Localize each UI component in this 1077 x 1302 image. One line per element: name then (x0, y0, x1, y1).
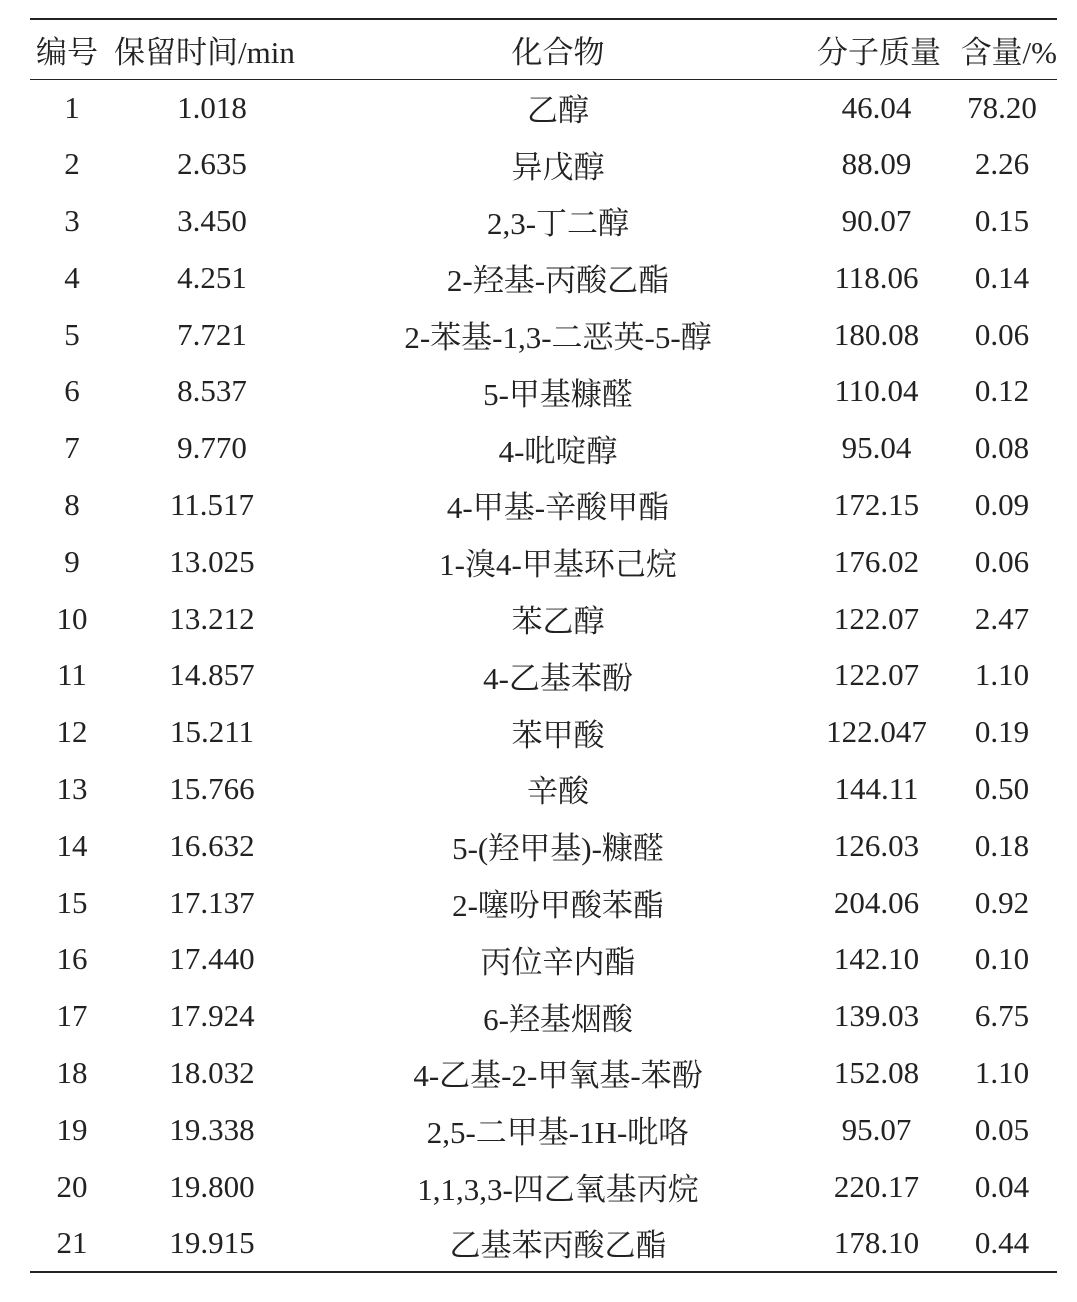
header-number: 编号 (30, 19, 114, 79)
cell-content: 0.12 (974, 373, 1030, 409)
cell-molecular-weight: 90.07 (841, 202, 912, 238)
cell-molecular-weight: 122.07 (833, 600, 920, 636)
cell-content: 0.18 (974, 827, 1030, 863)
cell-compound-name: 4-乙基苯酚 (483, 660, 633, 696)
cell-content: 1.10 (974, 657, 1030, 693)
cell-number: 14 (56, 827, 88, 863)
cell-compound-name: 5-甲基糠醛 (483, 376, 633, 412)
cell-content: 0.06 (974, 543, 1030, 579)
table-row (30, 420, 1057, 477)
cell-number: 15 (56, 884, 88, 920)
cell-molecular-weight: 144.11 (834, 770, 919, 806)
cell-content: 2.47 (974, 600, 1030, 636)
cell-molecular-weight: 110.04 (834, 373, 919, 409)
cell-content: 0.06 (974, 316, 1030, 352)
cell-retention-time: 19.338 (169, 1111, 255, 1147)
cell-number: 1 (64, 89, 80, 125)
header-retention-time: 保留时间/min (114, 19, 310, 79)
table-row (30, 761, 1057, 818)
table-row (30, 647, 1057, 704)
cell-compound-name: 2-苯基-1,3-二恶英-5-醇 (404, 320, 712, 356)
cell-number: 18 (56, 1054, 88, 1090)
cell-number: 21 (30, 1215, 114, 1272)
cell-number: 7 (64, 430, 80, 466)
cell-compound-name: 4-吡啶醇 (498, 433, 618, 469)
cell-retention-time: 8.537 (177, 373, 247, 409)
cell-compound-name: 4-甲基-辛酸甲酯 (446, 490, 670, 526)
cell-number: 16 (56, 941, 88, 977)
cell-retention-time: 15.211 (169, 714, 255, 750)
cell-content: 0.15 (974, 202, 1030, 238)
table-body (30, 79, 1057, 1272)
cell-molecular-weight: 172.15 (833, 486, 920, 522)
table-row (30, 817, 1057, 874)
cell-content: 0.44 (947, 1215, 1057, 1272)
cell-content: 6.75 (974, 998, 1030, 1034)
cell-molecular-weight: 139.03 (833, 998, 920, 1034)
cell-compound-name: 2,5-二甲基-1H-吡咯 (426, 1115, 690, 1151)
cell-molecular-weight: 118.06 (834, 259, 919, 295)
table-row (30, 931, 1057, 988)
cell-compound-name: 6-羟基烟酸 (483, 1001, 633, 1037)
cell-molecular-weight: 176.02 (833, 543, 920, 579)
cell-molecular-weight: 126.03 (833, 827, 920, 863)
cell-content: 0.04 (974, 1168, 1030, 1204)
cell-compound-name: 5-(羟甲基)-糠醛 (452, 831, 664, 867)
cell-number: 17 (56, 998, 88, 1034)
cell-molecular-weight: 178.10 (806, 1215, 947, 1272)
table-row (30, 1045, 1057, 1102)
cell-content: 0.50 (974, 770, 1030, 806)
cell-number: 13 (56, 770, 88, 806)
cell-number: 2 (64, 146, 80, 182)
table-header-row (30, 19, 1057, 79)
cell-retention-time: 17.924 (169, 998, 255, 1034)
cell-molecular-weight: 122.07 (833, 657, 920, 693)
cell-number: 11 (57, 657, 87, 693)
header-content: 含量/% (947, 19, 1057, 79)
cell-number: 6 (64, 373, 80, 409)
table-row (30, 704, 1057, 761)
cell-retention-time: 3.450 (177, 202, 247, 238)
table-row (30, 874, 1057, 931)
table-row (30, 533, 1057, 590)
cell-retention-time: 13.212 (169, 600, 255, 636)
compound-table (30, 18, 1057, 1273)
cell-content: 0.92 (974, 884, 1030, 920)
cell-compound-name: 乙醇 (527, 93, 589, 129)
header-compound: 化合物 (310, 19, 806, 79)
cell-number: 20 (56, 1168, 88, 1204)
cell-retention-time: 14.857 (169, 657, 255, 693)
cell-number: 5 (64, 316, 80, 352)
cell-content: 0.14 (974, 259, 1030, 295)
cell-content: 0.19 (974, 714, 1030, 750)
cell-retention-time: 18.032 (169, 1054, 255, 1090)
cell-number: 8 (64, 486, 80, 522)
cell-molecular-weight: 152.08 (833, 1054, 920, 1090)
cell-retention-time: 15.766 (169, 770, 255, 806)
cell-number: 4 (64, 259, 80, 295)
table-row (30, 1215, 1057, 1272)
header-molecular-weight: 分子质量 (806, 19, 947, 79)
cell-compound-name: 4-乙基-2-甲氧基-苯酚 (413, 1058, 703, 1094)
cell-molecular-weight: 220.17 (833, 1168, 920, 1204)
cell-retention-time: 19.800 (169, 1168, 255, 1204)
table-row (30, 988, 1057, 1045)
cell-content: 0.09 (974, 486, 1030, 522)
cropped-caption-area (30, 0, 1045, 18)
cell-retention-time: 17.137 (169, 884, 255, 920)
cell-compound-name: 2-羟基-丙酸乙酯 (446, 263, 670, 299)
cell-content: 2.26 (974, 146, 1030, 182)
cell-content: 0.08 (974, 430, 1030, 466)
table-row (30, 249, 1057, 306)
cell-molecular-weight: 204.06 (833, 884, 920, 920)
cell-content: 0.10 (974, 941, 1030, 977)
cell-retention-time: 16.632 (169, 827, 255, 863)
cell-retention-time: 2.635 (177, 146, 247, 182)
cell-retention-time: 4.251 (177, 259, 247, 295)
cell-retention-time: 11.517 (169, 486, 255, 522)
cell-retention-time: 19.915 (114, 1215, 310, 1272)
cell-compound-name: 丙位辛内酯 (480, 944, 636, 980)
cell-retention-time: 9.770 (177, 430, 247, 466)
table-row (30, 79, 1057, 136)
table-row (30, 306, 1057, 363)
cell-compound-name: 2,3-丁二醇 (486, 206, 630, 242)
table-row (30, 477, 1057, 534)
cell-compound-name: 苯甲酸 (511, 717, 605, 753)
cell-retention-time: 7.721 (177, 316, 247, 352)
cell-compound-name: 2-噻吩甲酸苯酯 (452, 888, 664, 924)
cell-number: 10 (56, 600, 88, 636)
cell-number: 12 (56, 714, 88, 750)
cell-number: 19 (56, 1111, 88, 1147)
cell-number: 3 (64, 202, 80, 238)
table-row (30, 363, 1057, 420)
cell-retention-time: 1.018 (177, 89, 247, 125)
cell-compound-name: 1,1,3,3-四乙氧基丙烷 (417, 1172, 699, 1208)
table-row (30, 136, 1057, 193)
cell-molecular-weight: 180.08 (833, 316, 920, 352)
table-row (30, 1101, 1057, 1158)
cell-content: 78.20 (967, 89, 1037, 125)
cell-molecular-weight: 88.09 (841, 146, 912, 182)
cell-compound-name: 苯乙醇 (511, 604, 605, 640)
cell-compound-name: 1-溴4-甲基环己烷 (439, 547, 677, 583)
cell-retention-time: 17.440 (169, 941, 255, 977)
cell-molecular-weight: 142.10 (833, 941, 920, 977)
cell-number: 9 (64, 543, 80, 579)
cell-molecular-weight: 95.07 (841, 1111, 912, 1147)
table-row (30, 1158, 1057, 1215)
cell-compound-name: 异戊醇 (511, 149, 605, 185)
cell-compound-name: 辛酸 (527, 774, 589, 810)
cell-molecular-weight: 95.04 (841, 430, 912, 466)
cell-compound-name: 乙基苯丙酸乙酯 (310, 1215, 806, 1272)
cell-content: 1.10 (974, 1054, 1030, 1090)
cell-content: 0.05 (974, 1111, 1030, 1147)
table-row (30, 193, 1057, 250)
cell-molecular-weight: 122.047 (826, 714, 927, 750)
table-row (30, 590, 1057, 647)
cell-retention-time: 13.025 (169, 543, 255, 579)
cell-molecular-weight: 46.04 (841, 89, 912, 125)
